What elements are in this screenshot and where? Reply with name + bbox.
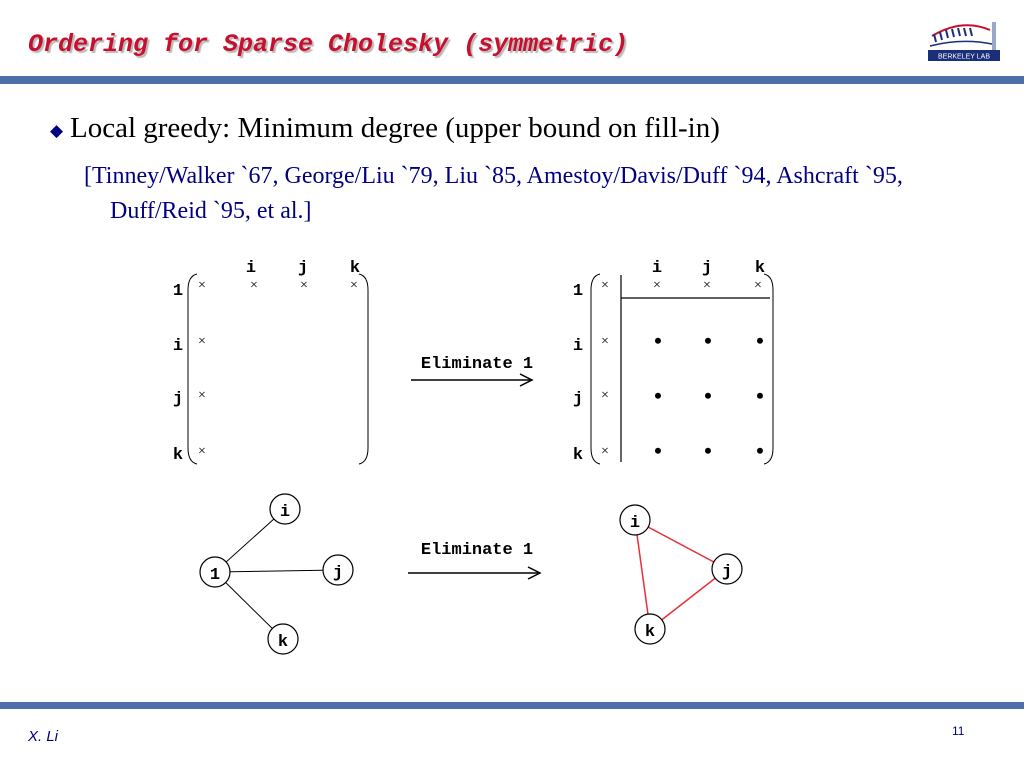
col-label-i: i	[651, 259, 663, 278]
fill-mark: •	[704, 438, 712, 463]
citation-text: [Tinney/Walker `67, George/Liu `79, Liu `85, Amestoy/Davis/Duff `94, Ashcraft `95, Duff/Reid `95, et al.]	[84, 163, 903, 224]
arrow-label: Eliminate 1	[420, 355, 534, 374]
node-label: 1	[209, 566, 221, 585]
row-label-k: k	[572, 446, 584, 465]
nonzero-mark: ×	[300, 278, 308, 293]
arrow-label: Eliminate 1	[420, 541, 534, 560]
nonzero-mark: ×	[754, 278, 762, 293]
node-label: j	[721, 563, 733, 582]
col-label-k: k	[349, 259, 361, 278]
right-bracket	[359, 274, 368, 464]
bullet-text: Local greedy: Minimum degree (upper bound on fill-in)	[70, 112, 720, 144]
graph-after	[620, 505, 742, 644]
page-number: 11	[952, 724, 965, 738]
fill-edge	[635, 520, 727, 569]
nonzero-mark: ×	[601, 278, 609, 293]
node-label: i	[629, 514, 641, 533]
fill-mark: •	[654, 383, 662, 408]
nonzero-mark: ×	[601, 444, 609, 459]
footer-divider	[0, 702, 1024, 709]
fill-mark: •	[756, 383, 764, 408]
graph-edge	[215, 570, 338, 572]
row-label-1: 1	[572, 282, 584, 301]
nonzero-mark: ×	[653, 278, 661, 293]
col-label-i: i	[245, 259, 257, 278]
row-label-i: i	[172, 337, 184, 356]
row-label-1: 1	[172, 282, 184, 301]
nonzero-mark: ×	[250, 278, 258, 293]
matrix-before	[173, 259, 368, 465]
logo-text: BERKELEY LAB	[937, 53, 991, 61]
fill-mark: •	[704, 328, 712, 353]
fill-mark: •	[756, 438, 764, 463]
nonzero-mark: ×	[198, 334, 206, 349]
eliminate-arrow-matrix	[411, 355, 533, 386]
graph-before	[200, 494, 353, 654]
nonzero-mark: ×	[703, 278, 711, 293]
node-label: k	[277, 633, 289, 652]
fill-mark: •	[704, 383, 712, 408]
nonzero-mark: ×	[601, 388, 609, 403]
nonzero-mark: ×	[350, 278, 358, 293]
row-label-i: i	[572, 337, 584, 356]
slide-title: Ordering for Sparse Cholesky (symmetric)	[28, 30, 629, 59]
fill-mark: •	[756, 328, 764, 353]
nonzero-mark: ×	[198, 444, 206, 459]
diamond-bullet-icon: ◆	[50, 121, 64, 140]
row-label-j: j	[172, 390, 184, 409]
footer-author: X. Li	[28, 728, 59, 745]
row-label-k: k	[172, 446, 184, 465]
col-label-j: j	[297, 259, 309, 278]
nonzero-mark: ×	[601, 334, 609, 349]
nonzero-mark: ×	[198, 388, 206, 403]
node-label: i	[279, 503, 291, 522]
left-bracket	[188, 274, 197, 464]
fill-mark: •	[654, 438, 662, 463]
right-bracket	[764, 274, 773, 464]
fill-edge	[635, 520, 650, 629]
row-label-j: j	[572, 390, 584, 409]
matrix-after	[573, 259, 773, 465]
col-label-j: j	[701, 259, 713, 278]
eliminate-arrow-graph	[408, 541, 540, 579]
node-label: j	[332, 564, 344, 583]
col-label-k: k	[754, 259, 766, 278]
left-bracket	[591, 274, 600, 464]
fill-mark: •	[654, 328, 662, 353]
node-label: k	[644, 623, 656, 642]
nonzero-mark: ×	[198, 278, 206, 293]
